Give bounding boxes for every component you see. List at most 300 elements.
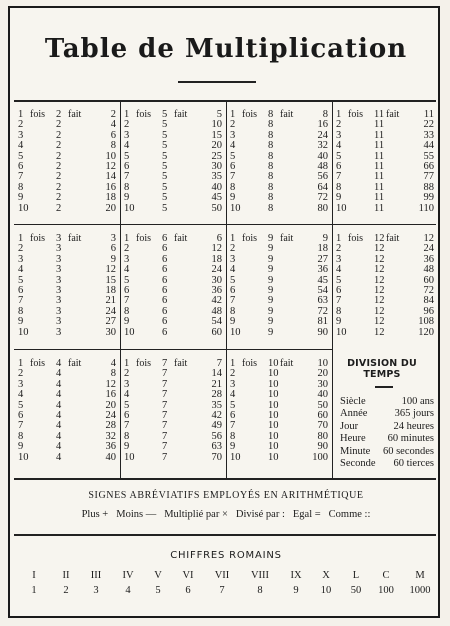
time-unit-name: Heure (340, 433, 366, 445)
table-row (16, 380, 118, 390)
multiplier: 2 (56, 160, 62, 172)
table-row (334, 141, 436, 151)
multiplier: 10 (268, 368, 279, 380)
division-du-temps-title: DIVISION DU TEMPS (347, 358, 417, 380)
multiplicand: 8 (230, 181, 236, 193)
multiplicand: 3 (18, 129, 24, 141)
multiplicand: 3 (124, 378, 130, 390)
multiplier: 9 (268, 233, 274, 244)
table-row (228, 380, 330, 390)
multiplicand: 7 (18, 171, 24, 183)
table-row (228, 411, 330, 421)
product: 8 (322, 109, 328, 120)
product: 21 (211, 378, 222, 390)
multiplicand: 3 (336, 253, 342, 265)
multiplicand: 6 (230, 409, 236, 421)
time-unit-row (334, 421, 434, 434)
title-underline (178, 81, 256, 83)
multiplication-grid (14, 100, 436, 480)
signe-item: Moins — (116, 509, 157, 520)
multiplicand: 9 (124, 192, 130, 204)
multiplier: 7 (162, 409, 168, 421)
product: 6 (216, 233, 222, 244)
table-row (228, 359, 330, 369)
division-du-temps-rule (375, 386, 393, 388)
table-row (16, 432, 118, 442)
roman-numeral: L (352, 570, 360, 581)
product: 14 (105, 171, 116, 183)
multiplicand: 6 (230, 284, 236, 296)
table-row (122, 183, 224, 193)
table-row (16, 265, 118, 275)
section-divider (14, 534, 436, 536)
signes-title: SIGNES ABRÉVIATIFS EMPLOYÉS EN ARITHMÉTIQUE (88, 490, 364, 501)
multiplicand: 6 (336, 160, 342, 172)
table-row (16, 276, 118, 286)
table-row (16, 255, 118, 265)
multiplicand: 7 (124, 171, 130, 183)
product: 100 (312, 451, 328, 463)
product: 60 (423, 274, 434, 286)
multiplicand: 5 (336, 274, 342, 286)
time-unit-value: 60 minutes (387, 433, 434, 445)
multiplicand: 7 (230, 171, 236, 183)
product: 32 (105, 430, 116, 442)
table-row (16, 162, 118, 172)
multiplicand: 8 (336, 181, 342, 193)
product: 10 (211, 119, 222, 131)
row-divider (14, 224, 436, 225)
multiplier: 8 (268, 109, 274, 120)
table-row (334, 110, 436, 120)
multiplier: 8 (268, 140, 274, 152)
product: 24 (105, 409, 116, 421)
product: 81 (317, 316, 328, 328)
product: 45 (317, 274, 328, 286)
product: 5 (216, 109, 222, 120)
multiplier: 9 (268, 295, 274, 307)
product: 88 (423, 181, 434, 193)
multiplicand: 6 (18, 160, 24, 172)
arabic-numeral: 7 (219, 585, 225, 596)
product: 40 (317, 150, 328, 162)
multiplier: 4 (56, 358, 62, 369)
multiplier: 4 (56, 451, 62, 463)
table-row (16, 131, 118, 141)
multiplier: 11 (374, 129, 385, 141)
table-row (122, 286, 224, 296)
product: 70 (317, 420, 328, 432)
multiplicand: 1 (336, 109, 342, 120)
multiplier: 6 (162, 274, 168, 286)
multiplicand: 10 (336, 202, 347, 214)
multiplicand: 2 (124, 368, 130, 380)
product: 80 (317, 430, 328, 442)
multiplicand: 3 (230, 253, 236, 265)
multiplier: 7 (162, 389, 168, 401)
multiplicand: 8 (18, 305, 24, 317)
product: 24 (211, 264, 222, 276)
product: 90 (317, 441, 328, 453)
product: 40 (211, 181, 222, 193)
multiplier: 3 (56, 243, 62, 255)
table-row (334, 244, 436, 254)
fois-label: fois (242, 233, 257, 244)
multiplier: 7 (162, 430, 168, 442)
multiplier: 6 (162, 243, 168, 255)
multiplicand: 10 (336, 326, 347, 338)
product: 84 (423, 295, 434, 307)
table-row (122, 265, 224, 275)
time-unit-row (334, 396, 434, 409)
multiplier: 2 (56, 192, 62, 204)
table-row (228, 296, 330, 306)
product: 72 (317, 192, 328, 204)
product: 20 (317, 368, 328, 380)
product: 48 (423, 264, 434, 276)
multiplicand: 4 (336, 264, 342, 276)
table-row (16, 411, 118, 421)
product: 77 (423, 171, 434, 183)
multiplicand: 2 (124, 119, 130, 131)
time-unit-row (334, 433, 434, 446)
multiplicand: 10 (230, 451, 241, 463)
product: 56 (211, 430, 222, 442)
multiplier: 12 (374, 243, 385, 255)
multiplicand: 3 (230, 129, 236, 141)
multiplicand: 2 (230, 368, 236, 380)
product: 15 (105, 274, 116, 286)
multiplicand: 3 (124, 253, 130, 265)
multiplicand: 8 (230, 430, 236, 442)
multiplicand: 5 (336, 150, 342, 162)
multiplier: 6 (162, 233, 168, 244)
table-row (228, 286, 330, 296)
table-row (228, 110, 330, 120)
multiplicand: 6 (336, 284, 342, 296)
fait-label: fait (68, 109, 82, 120)
multiplicand: 10 (18, 202, 29, 214)
multiplicand: 8 (18, 430, 24, 442)
fait-label: fait (68, 358, 82, 369)
table-row (228, 307, 330, 317)
page-frame (8, 6, 440, 618)
arabic-numeral: 3 (93, 585, 99, 596)
product: 28 (211, 389, 222, 401)
multiplier: 10 (268, 409, 279, 421)
table-row (16, 110, 118, 120)
product: 56 (317, 171, 328, 183)
table-row (16, 390, 118, 400)
table-of-3 (16, 234, 118, 338)
multiplicand: 1 (18, 233, 24, 244)
product: 110 (418, 202, 434, 214)
multiplier: 9 (268, 326, 274, 338)
product: 54 (211, 316, 222, 328)
table-row (122, 141, 224, 151)
table-row (228, 152, 330, 162)
product: 16 (317, 119, 328, 131)
time-unit-name: Seconde (340, 458, 376, 470)
signe-item: Plus + (81, 509, 109, 520)
table-row (334, 255, 436, 265)
multiplicand: 2 (124, 243, 130, 255)
time-unit-value: 100 ans (401, 395, 434, 407)
multiplicand: 6 (124, 284, 130, 296)
multiplier: 12 (374, 253, 385, 265)
multiplier: 10 (268, 389, 279, 401)
table-of-8 (228, 110, 330, 214)
product: 36 (317, 264, 328, 276)
signe-item: Egal = (292, 509, 321, 520)
multiplier: 11 (374, 160, 385, 172)
multiplier: 7 (162, 451, 168, 463)
arabic-numeral: 100 (378, 585, 394, 596)
roman-numeral: VII (214, 570, 230, 581)
product: 18 (105, 284, 116, 296)
fait-label: fait (280, 109, 294, 120)
product: 50 (211, 202, 222, 214)
multiplier: 9 (268, 264, 274, 276)
multiplier: 11 (374, 109, 385, 120)
multiplicand: 1 (18, 109, 24, 120)
product: 2 (110, 109, 116, 120)
product: 28 (105, 420, 116, 432)
multiplicand: 4 (336, 140, 342, 152)
multiplier: 7 (162, 378, 168, 390)
product: 6 (110, 129, 116, 141)
multiplier: 2 (56, 181, 62, 193)
multiplier: 5 (162, 181, 168, 193)
multiplier: 5 (162, 171, 168, 183)
multiplier: 8 (268, 129, 274, 141)
multiplier: 12 (374, 233, 385, 244)
arabic-numeral: 8 (257, 585, 263, 596)
multiplicand: 5 (230, 274, 236, 286)
multiplicand: 9 (230, 192, 236, 204)
table-row (228, 328, 330, 338)
product: 55 (423, 150, 434, 162)
multiplier: 10 (268, 358, 279, 369)
multiplier: 5 (162, 140, 168, 152)
multiplicand: 5 (124, 150, 130, 162)
multiplicand: 7 (18, 420, 24, 432)
multiplicand: 4 (18, 389, 24, 401)
multiplicand: 2 (230, 243, 236, 255)
table-row (16, 307, 118, 317)
product: 72 (317, 305, 328, 317)
multiplier: 10 (268, 451, 279, 463)
product: 30 (211, 160, 222, 172)
multiplier: 4 (56, 399, 62, 411)
product: 36 (105, 441, 116, 453)
multiplicand: 9 (336, 316, 342, 328)
multiplicand: 4 (124, 264, 130, 276)
multiplicand: 2 (18, 368, 24, 380)
product: 4 (110, 358, 116, 369)
multiplier: 2 (56, 109, 62, 120)
table-of-11 (334, 110, 436, 214)
time-unit-value: 24 heures (393, 420, 434, 432)
multiplier: 5 (162, 109, 168, 120)
multiplier: 3 (56, 253, 62, 265)
product: 25 (211, 150, 222, 162)
table-row (16, 328, 118, 338)
table-row (122, 255, 224, 265)
product: 44 (423, 140, 434, 152)
multiplicand: 7 (336, 171, 342, 183)
arabic-numeral: 2 (63, 585, 69, 596)
multiplier: 4 (56, 368, 62, 380)
product: 27 (317, 253, 328, 265)
time-unit-row (334, 446, 434, 459)
fois-label: fois (242, 358, 257, 369)
multiplier: 8 (268, 171, 274, 183)
fois-label: fois (136, 233, 151, 244)
multiplier: 2 (56, 202, 62, 214)
multiplier: 6 (162, 316, 168, 328)
multiplicand: 8 (336, 305, 342, 317)
multiplier: 9 (268, 243, 274, 255)
arabic-numeral: 1000 (409, 585, 431, 596)
multiplicand: 8 (124, 305, 130, 317)
product: 72 (423, 284, 434, 296)
multiplicand: 5 (230, 150, 236, 162)
product: 64 (317, 181, 328, 193)
multiplicand: 1 (230, 109, 236, 120)
time-unit-value: 60 secondes (382, 445, 434, 457)
product: 48 (211, 305, 222, 317)
multiplier: 9 (268, 253, 274, 265)
table-row (16, 421, 118, 431)
multiplicand: 9 (18, 316, 24, 328)
multiplier: 7 (162, 420, 168, 432)
multiplier: 12 (374, 284, 385, 296)
fois-label: fois (30, 109, 45, 120)
multiplier: 6 (162, 295, 168, 307)
multiplier: 5 (162, 129, 168, 141)
table-row (122, 369, 224, 379)
table-row (334, 265, 436, 275)
multiplier: 3 (56, 264, 62, 276)
table-row (228, 120, 330, 130)
product: 16 (105, 181, 116, 193)
multiplier: 2 (56, 171, 62, 183)
multiplier: 2 (56, 140, 62, 152)
multiplier: 12 (374, 264, 385, 276)
multiplicand: 1 (124, 109, 130, 120)
table-row (16, 296, 118, 306)
product: 54 (317, 284, 328, 296)
multiplier: 9 (268, 284, 274, 296)
multiplier: 5 (162, 202, 168, 214)
multiplicand: 5 (124, 399, 130, 411)
column-divider (226, 102, 227, 478)
multiplier: 12 (374, 305, 385, 317)
multiplier: 2 (56, 150, 62, 162)
multiplicand: 3 (230, 378, 236, 390)
multiplier: 8 (268, 160, 274, 172)
product: 30 (317, 378, 328, 390)
multiplicand: 2 (230, 119, 236, 131)
product: 12 (105, 378, 116, 390)
multiplier: 11 (374, 171, 385, 183)
table-row (228, 193, 330, 203)
product: 15 (211, 129, 222, 141)
multiplier: 11 (374, 202, 385, 214)
product: 42 (211, 295, 222, 307)
table-of-6 (122, 234, 224, 338)
product: 16 (105, 389, 116, 401)
multiplicand: 9 (230, 316, 236, 328)
multiplier: 3 (56, 274, 62, 286)
fois-label: fois (136, 358, 151, 369)
product: 30 (105, 326, 116, 338)
table-of-2 (16, 110, 118, 214)
column-divider (120, 102, 121, 478)
roman-numeral: VIII (250, 570, 270, 581)
chiffres-romains-title: CHIFFRES ROMAINS (170, 550, 282, 561)
multiplier: 11 (374, 192, 385, 204)
product: 4 (110, 119, 116, 131)
roman-numeral: M (415, 570, 425, 581)
multiplicand: 10 (124, 202, 135, 214)
multiplicand: 1 (230, 358, 236, 369)
multiplicand: 9 (18, 192, 24, 204)
multiplicand: 7 (18, 295, 24, 307)
multiplicand: 2 (18, 119, 24, 131)
multiplier: 10 (268, 420, 279, 432)
multiplicand: 6 (230, 160, 236, 172)
multiplier: 4 (56, 389, 62, 401)
multiplicand: 1 (124, 233, 130, 244)
table-row (16, 244, 118, 254)
table-row (228, 244, 330, 254)
fait-label: fait (280, 233, 294, 244)
multiplier: 3 (56, 233, 62, 244)
multiplicand: 5 (18, 399, 24, 411)
table-row (334, 204, 436, 214)
multiplier: 11 (374, 119, 385, 131)
division-du-temps-list (334, 396, 434, 472)
product: 27 (105, 316, 116, 328)
product: 30 (211, 274, 222, 286)
product: 12 (211, 243, 222, 255)
multiplicand: 2 (18, 243, 24, 255)
product: 32 (317, 140, 328, 152)
multiplicand: 4 (230, 140, 236, 152)
multiplier: 3 (56, 326, 62, 338)
multiplier: 6 (162, 284, 168, 296)
arabic-numeral: 1 (31, 585, 37, 596)
product: 20 (211, 140, 222, 152)
fois-label: fois (136, 109, 151, 120)
table-row (16, 286, 118, 296)
arabic-numeral: 10 (320, 585, 332, 596)
product: 70 (211, 451, 222, 463)
multiplicand: 9 (124, 316, 130, 328)
product: 18 (211, 253, 222, 265)
time-unit-value: 365 jours (394, 408, 434, 420)
multiplicand: 7 (124, 295, 130, 307)
signe-item: Divisé par : (235, 509, 285, 520)
roman-numeral: C (382, 570, 390, 581)
product: 12 (105, 264, 116, 276)
table-row (334, 183, 436, 193)
table-row (228, 234, 330, 244)
product: 22 (423, 119, 434, 131)
table-row (334, 276, 436, 286)
